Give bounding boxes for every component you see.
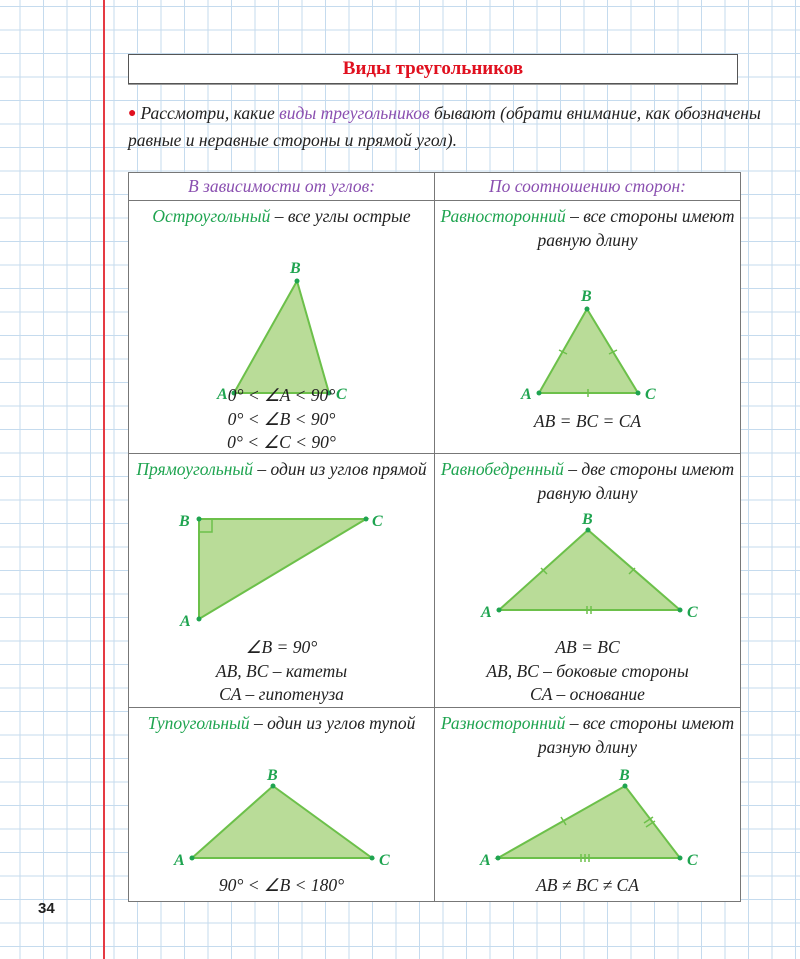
property-line: AB = BC = CA [533,411,642,431]
intro-text-after: бывают (обрати внимание, как обозначены равные и неравные стороны и прямой угол). [128,103,761,150]
right-desc: – один из углов прямой [253,459,427,479]
vertex-dot [636,391,641,396]
bullet-icon: ● [128,106,137,121]
margin-line [103,0,105,959]
property-line: AB = BC [555,637,620,657]
vertex-dot [678,608,683,613]
scalene-properties [435,874,740,898]
intro-highlight: виды треугольников [279,103,430,123]
vertex-label-b: B [267,767,278,784]
isosceles-triangle [499,530,680,610]
vertex-dot [295,279,300,284]
cell-scalene [435,708,741,902]
vertex-label-c: C [379,852,390,869]
right-properties [129,636,434,707]
vertex-dot [585,307,590,312]
property-line: AB, BC – боковые стороны [486,660,689,681]
right-triangle-figure [129,454,435,644]
vertex-label-b: B [581,288,592,305]
cell-equilateral [435,201,741,454]
column-header-angles: В зависимости от углов: [129,173,435,201]
cell-obtuse [129,708,435,902]
vertex-dot [364,517,369,522]
vertex-label-c: C [687,852,698,869]
property-line: AB, BC – катеты [215,660,348,681]
obtuse-desc: – один из углов тупой [249,713,416,733]
acute-desc: – все углы острые [270,206,411,226]
vertex-dot [623,784,628,789]
right-name: Прямоугольный [136,459,253,479]
acute-name: Остроугольный [152,206,271,226]
property-line: 0° < ∠B < 90° [227,408,336,429]
property-line: 90° < ∠B < 180° [218,875,345,895]
obtuse-name: Тупоугольный [147,713,250,733]
isosceles-properties [435,636,740,707]
vertex-label-c: C [372,513,383,530]
vertex-label-b: B [290,260,301,277]
vertex-label-c: C [336,386,347,403]
page-number: 34 [38,900,55,917]
cell-acute [129,201,435,454]
vertex-dot [496,856,501,861]
vertex-dot [537,391,542,396]
right-triangle [199,519,366,619]
vertex-label-b: B [619,767,630,784]
acute-triangle [234,281,329,393]
vertex-dot [497,608,502,613]
equilateral-name: Равносторонний [440,206,566,226]
intro-text-before: Рассмотри, какие [140,103,280,123]
property-line: CA – гипотенуза [219,684,344,704]
cell-right [129,454,435,708]
page-title: Виды треугольников [342,58,524,79]
isosceles-desc: – две стороны имеют равную длину [537,459,735,503]
title-box [128,54,738,84]
isosceles-name: Равнобедренный [440,459,564,479]
isosceles-triangle-figure [435,454,741,644]
property-line: CA – основание [530,684,645,704]
property-line: AB ≠ BC ≠ CA [536,875,639,895]
vertex-label-b: B [179,513,190,530]
vertex-label-a: A [217,386,228,403]
equilateral-properties [435,410,740,434]
equilateral-triangle-figure [435,201,741,401]
vertex-label-a: A [481,604,492,621]
equilateral-desc: – все стороны имеют равную длину [537,206,735,250]
scalene-triangle-figure [435,708,741,878]
vertex-label-b: B [582,511,593,528]
vertex-dot [197,617,202,622]
property-line: 0° < ∠A < 90° [227,385,336,405]
scalene-desc: – все стороны имеют разную длину [537,713,735,757]
obtuse-properties [129,874,434,898]
obtuse-triangle-figure [129,708,435,878]
vertex-label-a: A [521,386,532,403]
vertex-dot [678,856,683,861]
vertex-label-c: C [687,604,698,621]
acute-properties [129,384,434,455]
vertex-label-a: A [180,613,191,630]
intro-paragraph [128,101,768,152]
property-line: ∠B = 90° [245,637,318,657]
vertex-dot [586,528,591,533]
vertex-label-c: C [645,386,656,403]
vertex-label-a: A [480,852,491,869]
scalene-name: Разносторонний [440,713,566,733]
vertex-dot [190,856,195,861]
cell-isosceles [435,454,741,708]
vertex-dot [197,517,202,522]
equilateral-triangle [539,309,638,393]
vertex-dot [271,784,276,789]
obtuse-triangle [192,786,372,858]
vertex-label-a: A [174,852,185,869]
triangle-types-table [128,172,741,902]
property-line: 0° < ∠C < 90° [227,432,336,452]
column-header-sides: По соотношению сторон: [435,173,741,201]
vertex-dot [370,856,375,861]
